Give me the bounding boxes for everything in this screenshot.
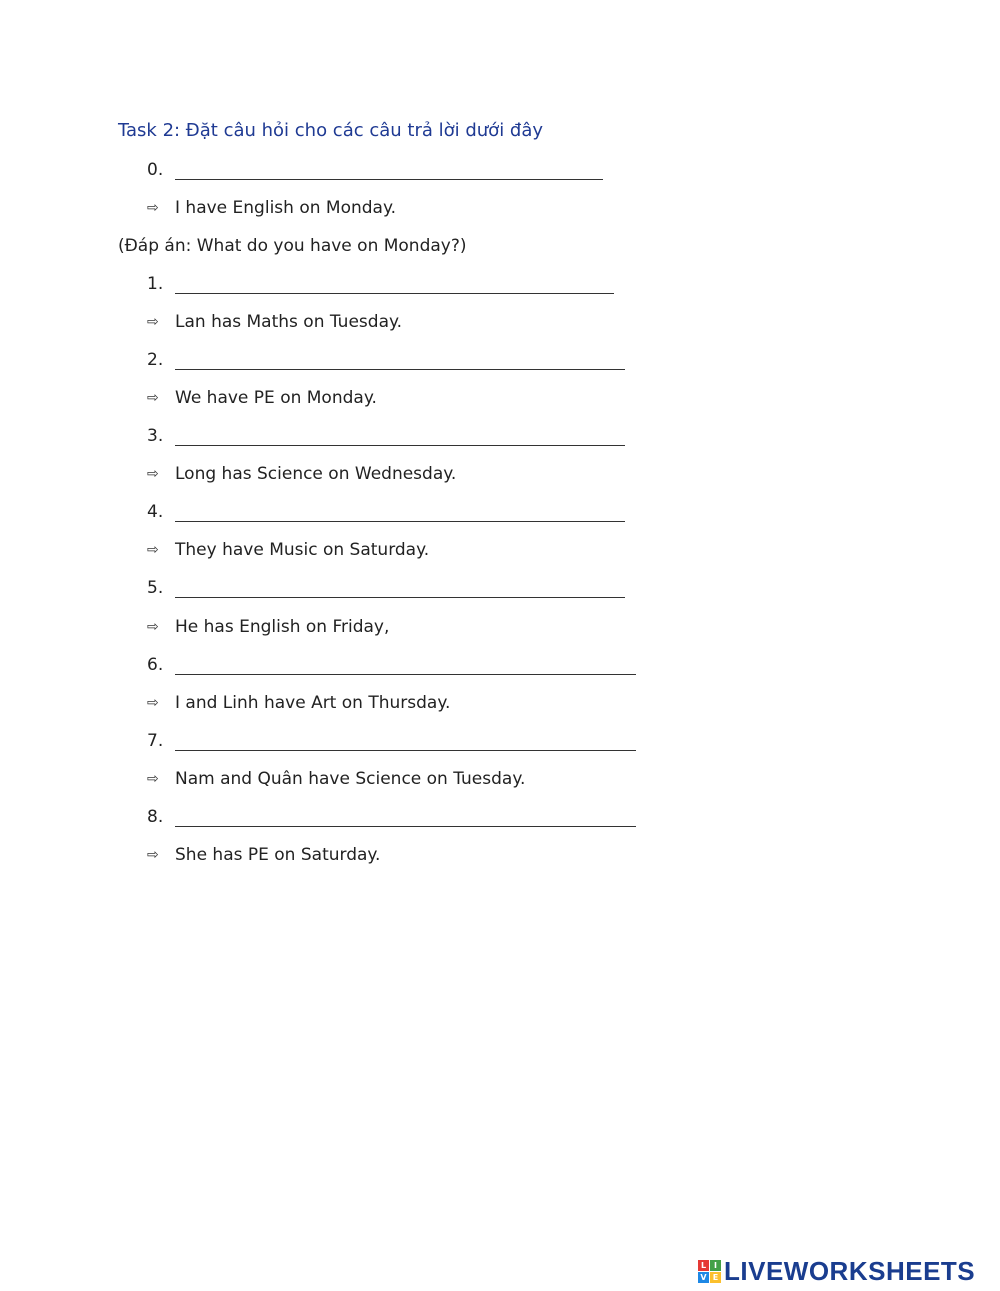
arrow-icon: ⇨	[147, 695, 159, 711]
logo-mark-letter: L	[698, 1260, 709, 1271]
question-number: 8.	[147, 807, 164, 827]
question-line-0[interactable]	[147, 160, 603, 180]
answer-blank[interactable]	[175, 732, 636, 751]
logo-mark-letter: I	[710, 1260, 721, 1271]
arrow-icon: ⇨	[147, 771, 159, 787]
arrow-icon: ⇨	[147, 200, 159, 216]
answer-text: She has PE on Saturday.	[175, 845, 381, 865]
answer-blank[interactable]	[175, 656, 636, 675]
answer-line-8	[147, 845, 380, 865]
answer-blank[interactable]	[175, 579, 625, 598]
answer-blank[interactable]	[175, 275, 614, 294]
arrow-icon: ⇨	[147, 390, 159, 406]
question-line-1[interactable]	[147, 274, 614, 294]
task-title: Task 2: Đặt câu hỏi cho các câu trả lời dưới đây	[118, 120, 544, 141]
arrow-icon: ⇨	[147, 847, 159, 863]
answer-text: I have English on Monday.	[175, 198, 396, 218]
answer-blank[interactable]	[175, 808, 636, 827]
answer-line-1	[147, 312, 402, 332]
answer-line-5	[147, 617, 389, 637]
question-line-8[interactable]	[147, 807, 636, 827]
answer-text: We have PE on Monday.	[175, 388, 377, 408]
answer-text: Nam and Quân have Science on Tuesday.	[175, 769, 526, 789]
question-number: 3.	[147, 426, 164, 446]
answer-line-4	[147, 540, 429, 560]
question-line-2[interactable]	[147, 350, 625, 370]
logo-mark-letter: E	[710, 1272, 721, 1283]
arrow-icon: ⇨	[147, 466, 159, 482]
question-number: 6.	[147, 655, 164, 675]
arrow-icon: ⇨	[147, 314, 159, 330]
question-number: 7.	[147, 731, 164, 751]
arrow-icon: ⇨	[147, 542, 159, 558]
question-line-5[interactable]	[147, 578, 625, 598]
question-line-6[interactable]	[147, 655, 636, 675]
answer-note: (Đáp án: What do you have on Monday?)	[118, 236, 467, 256]
question-line-3[interactable]	[147, 426, 625, 446]
answer-blank[interactable]	[175, 503, 625, 522]
arrow-icon: ⇨	[147, 619, 159, 635]
question-number: 4.	[147, 502, 164, 522]
liveworksheets-logo	[698, 1256, 975, 1287]
logo-text: LIVEWORKSHEETS	[724, 1256, 976, 1286]
answer-text: I and Linh have Art on Thursday.	[175, 693, 451, 713]
question-number: 0.	[147, 160, 164, 180]
question-line-4[interactable]	[147, 502, 625, 522]
question-line-7[interactable]	[147, 731, 636, 751]
answer-line-6	[147, 693, 450, 713]
question-number: 1.	[147, 274, 164, 294]
logo-mark-letter: V	[698, 1272, 709, 1283]
question-number: 2.	[147, 350, 164, 370]
answer-blank[interactable]	[175, 161, 603, 180]
answer-line-7	[147, 769, 525, 789]
logo-mark-icon	[698, 1260, 721, 1283]
question-number: 5.	[147, 578, 164, 598]
answer-text: They have Music on Saturday.	[175, 540, 430, 560]
answer-text: He has English on Friday,	[175, 617, 390, 637]
answer-line-2	[147, 388, 377, 408]
answer-blank[interactable]	[175, 427, 625, 446]
answer-line-3	[147, 464, 456, 484]
answer-text: Lan has Maths on Tuesday.	[175, 312, 403, 332]
answer-text: Long has Science on Wednesday.	[175, 464, 457, 484]
answer-line-0	[147, 198, 396, 218]
answer-blank[interactable]	[175, 351, 625, 370]
